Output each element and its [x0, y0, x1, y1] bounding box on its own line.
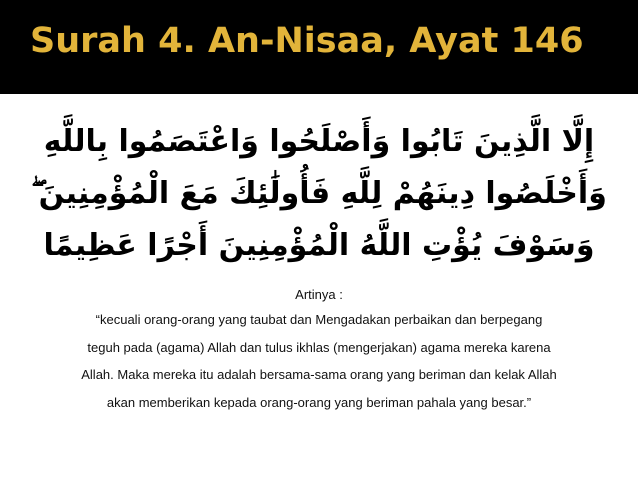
- translation-line-4: akan memberikan kepada orang-orang yang beriman pahala yang besar.”: [106, 394, 532, 410]
- arabic-verse: [14, 116, 624, 272]
- slide-title: Surah 4. An-Nisaa, Ayat 146: [30, 21, 584, 61]
- title-bar: [0, 0, 638, 94]
- translation-line-3: Allah. Maka mereka itu adalah bersama-sama orang yang beriman dan kelak Allah: [81, 367, 557, 382]
- translation-heading: Artinya :: [295, 287, 343, 302]
- arabic-verse-line-3: وَسَوْفَ يُؤْتِ اللَّهُ الْمُؤْمِنِينَ أَجْرًا عَظِيمًا: [43, 228, 595, 263]
- translation-block: [8, 284, 630, 416]
- arabic-verse-line-2: وَأَخْلَصُوا دِينَهُمْ لِلَّهِ فَأُولَٰئِكَ مَعَ الْمُؤْمِنِينَ ۖ: [31, 176, 607, 211]
- translation-line-2: teguh pada (agama) Allah dan tulus ikhlas (mengerjakan) agama mereka karena: [87, 339, 551, 355]
- arabic-verse-line-1: إِلَّا الَّذِينَ تَابُوا وَأَصْلَحُوا وَاعْتَصَمُوا بِاللَّهِ: [43, 124, 595, 159]
- translation-line-1: “kecuali orang-orang yang taubat dan Mengadakan perbaikan dan berpegang: [95, 312, 543, 327]
